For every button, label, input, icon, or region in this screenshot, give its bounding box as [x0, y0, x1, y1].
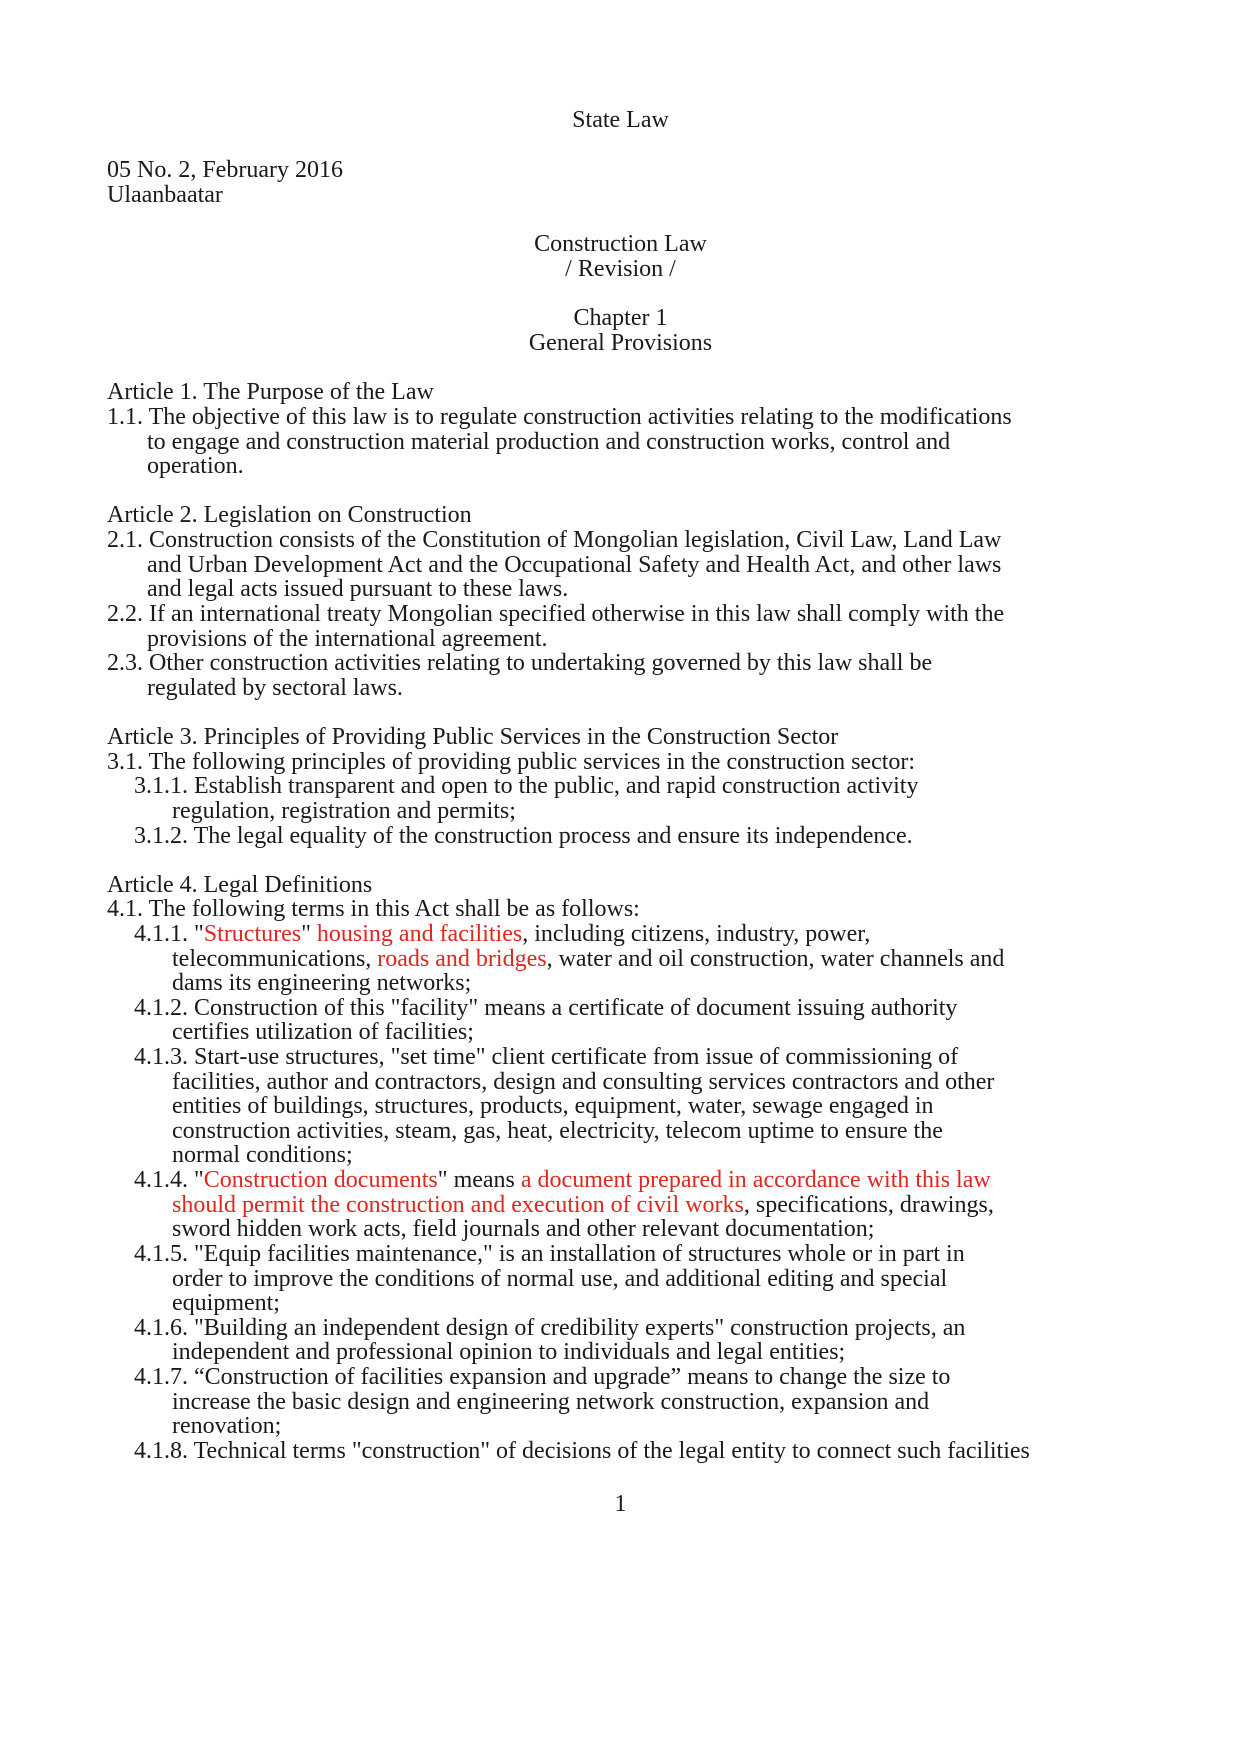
chapter-label: Chapter 1 [573, 305, 668, 331]
highlighted-term: Construction documents [203, 1167, 438, 1193]
clause-3-1-2: 3.1.2. The legal equality of the construction process and ensure its independence. [134, 823, 913, 849]
text-run: " means [437, 1167, 521, 1193]
clause-4-1-3-line-3: entities of buildings, structures, products, equipment, water, sewage engaged in [172, 1093, 934, 1119]
article-2-heading: Article 2. Legislation on Construction [107, 502, 472, 528]
article-3-heading: Article 3. Principles of Providing Public Services in the Construction Sector [107, 724, 839, 750]
clause-4-1-2-line-1: 4.1.2. Construction of this "facility" means a certificate of document issuing authority [134, 995, 958, 1021]
clause-4-1-5-line-1: 4.1.5. "Equip facilities maintenance," is an installation of structures whole or in part in [134, 1241, 965, 1267]
highlighted-term: Structures [203, 921, 302, 947]
highlighted-term: roads and bridges [377, 946, 547, 972]
clause-4-1-6-line-1: 4.1.6. "Building an independent design of credibility experts" construction projects, an [134, 1315, 966, 1341]
article-4-heading: Article 4. Legal Definitions [107, 872, 373, 898]
clause-2-3-line-1: 2.3. Other construction activities relating to undertaking governed by this law shall be [107, 650, 933, 676]
clause-4-1: 4.1. The following terms in this Act shall be as follows: [107, 896, 640, 922]
issue-place: Ulaanbaatar [107, 182, 223, 208]
clause-1-1-line-1: 1.1. The objective of this law is to regulate construction activities relating to the modifications [107, 404, 1012, 430]
law-subtitle: / Revision / [565, 256, 676, 282]
clause-3-1: 3.1. The following principles of providing public services in the construction sector: [107, 749, 916, 775]
clause-3-1-1-line-1: 3.1.1. Establish transparent and open to the public, and rapid construction activity [134, 773, 919, 799]
text-run: , including citizens, industry, power, [522, 921, 871, 947]
text-run: 4.1.4. " [134, 1167, 204, 1193]
clause-4-1-1-line-3: dams its engineering networks; [172, 970, 472, 996]
clause-4-1-5-line-2: order to improve the conditions of normal use, and additional editing and special [172, 1266, 948, 1292]
clause-4-1-3-line-1: 4.1.3. Start-use structures, "set time" client certificate from issue of commissioning of [134, 1044, 959, 1070]
chapter-title: General Provisions [528, 330, 713, 356]
clause-4-1-7-line-1: 4.1.7. “Construction of facilities expansion and upgrade” means to change the size to [134, 1364, 951, 1390]
text-run: , specifications, drawings, [743, 1192, 994, 1218]
clause-1-1-line-3: operation. [147, 453, 244, 479]
clause-2-2-line-2: provisions of the international agreement. [147, 626, 548, 652]
clause-4-1-3-line-5: normal conditions; [172, 1142, 353, 1168]
clause-2-2-line-1: 2.2. If an international treaty Mongolian specified otherwise in this law shall comply with the [107, 601, 1005, 627]
highlighted-definition: should permit the construction and execution of civil works [172, 1192, 744, 1218]
document-title: State Law [572, 107, 669, 133]
clause-4-1-8-line-1: 4.1.8. Technical terms "construction" of decisions of the legal entity to connect such facilities [134, 1438, 1030, 1464]
clause-4-1-7-line-3: renovation; [172, 1413, 282, 1439]
clause-2-1-line-1: 2.1. Construction consists of the Constitution of Mongolian legislation, Civil Law, Land Law [107, 527, 1002, 553]
clause-4-1-6-line-2: independent and professional opinion to individuals and legal entities; [172, 1339, 846, 1365]
clause-4-1-7-line-2: increase the basic design and engineering network construction, expansion and [172, 1389, 930, 1415]
clause-4-1-3-line-4: construction activities, steam, gas, heat, electricity, telecom uptime to ensure the [172, 1118, 943, 1144]
issue-number: 05 No. 2, February 2016 [107, 157, 343, 183]
law-title: Construction Law [534, 231, 707, 257]
clause-2-3-line-2: regulated by sectoral laws. [147, 675, 403, 701]
article-1-heading: Article 1. The Purpose of the Law [107, 379, 434, 405]
clause-4-1-4-line-1 [134, 1166, 991, 1194]
text-run: " [301, 921, 317, 947]
clause-2-1-line-3: and legal acts issued pursuant to these laws. [147, 576, 569, 602]
clause-2-1-line-2: and Urban Development Act and the Occupational Safety and Health Act, and other laws [147, 552, 1002, 578]
clause-3-1-1-line-2: regulation, registration and permits; [172, 798, 516, 824]
text-run: , water and oil construction, water channels and [546, 946, 1005, 972]
clause-4-1-3-line-2: facilities, author and contractors, design and consulting services contractors and other [172, 1069, 995, 1095]
clause-4-1-5-line-3: equipment; [172, 1290, 280, 1316]
page-number: 1 [614, 1491, 627, 1517]
text-run: telecommunications, [172, 946, 378, 972]
highlighted-term: housing and facilities [316, 921, 523, 947]
clause-4-1-2-line-2: certifies utilization of facilities; [172, 1019, 474, 1045]
clause-1-1-line-2: to engage and construction material production and construction works, control and [147, 429, 951, 455]
highlighted-definition: a document prepared in accordance with this law [520, 1167, 991, 1193]
clause-4-1-1-line-1 [134, 920, 870, 948]
text-run: 4.1.1. " [134, 921, 204, 947]
clause-4-1-4-line-3: sword hidden work acts, field journals and other relevant documentation; [172, 1216, 875, 1242]
